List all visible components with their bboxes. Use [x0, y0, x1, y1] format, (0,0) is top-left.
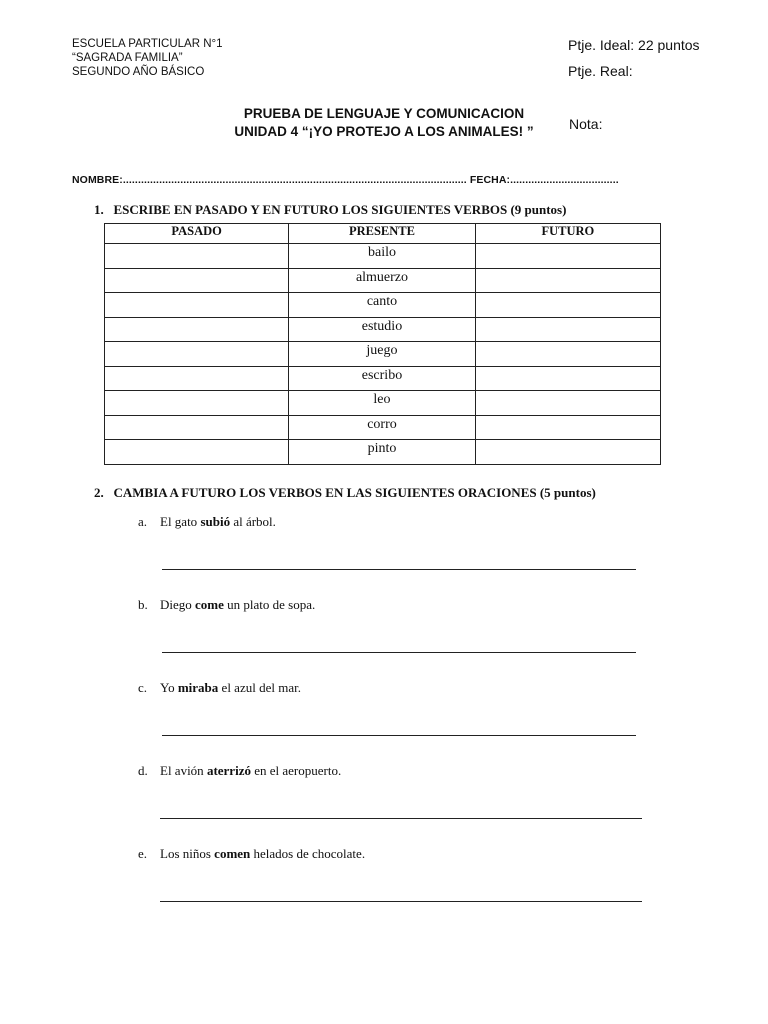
future-answer-cell[interactable] [475, 391, 660, 416]
sentence-text: Diego [160, 597, 196, 612]
sentence-text: Los niños [160, 846, 215, 861]
section-1-instruction: ESCRIBE EN PASADO Y EN FUTURO LOS SIGUIENTES VERBOS (9 puntos) [113, 202, 567, 217]
name-date-line: NOMBRE:.................................................................................................................. FECHA:.................................... [72, 174, 619, 186]
column-header-future: FUTURO [475, 224, 660, 244]
item-letter: e. [138, 846, 148, 861]
present-verb-cell: estudio [289, 317, 475, 342]
grade-label: Nota: [569, 116, 603, 132]
school-grade: SEGUNDO AÑO BÁSICO [72, 66, 205, 78]
sentence-text: Yo [160, 680, 178, 695]
table-row [105, 342, 661, 367]
item-letter: a. [138, 514, 148, 529]
sentence-text: helados de chocolate. [250, 846, 366, 861]
present-verb-cell: almuerzo [289, 268, 475, 293]
present-verb-cell: corro [289, 415, 475, 440]
section-2-heading [94, 485, 596, 501]
school-name: ESCUELA PARTICULAR N°1 [72, 38, 223, 50]
column-header-past: PASADO [105, 224, 289, 244]
present-verb-cell: escribo [289, 366, 475, 391]
future-answer-cell[interactable] [475, 342, 660, 367]
present-verb-cell: pinto [289, 440, 475, 465]
future-answer-cell[interactable] [475, 244, 660, 269]
verb-table-header-row [105, 224, 661, 244]
table-row [105, 415, 661, 440]
item-letter: d. [138, 763, 148, 778]
answer-line-a[interactable] [162, 569, 636, 570]
past-answer-cell[interactable] [105, 268, 289, 293]
future-answer-cell[interactable] [475, 415, 660, 440]
highlighted-verb: subió [200, 514, 231, 529]
ideal-score: Ptje. Ideal: 22 puntos [568, 37, 700, 53]
section-2-instruction: CAMBIA A FUTURO LOS VERBOS EN LAS SIGUIENTES ORACIONES (5 puntos) [113, 485, 596, 500]
sentence-e [138, 846, 365, 862]
table-row [105, 293, 661, 318]
present-verb-cell: juego [289, 342, 475, 367]
present-verb-cell: leo [289, 391, 475, 416]
present-verb-cell: bailo [289, 244, 475, 269]
past-answer-cell[interactable] [105, 244, 289, 269]
title-line-2: UNIDAD 4 “¡YO PROTEJO A LOS ANIMALES! ” [234, 124, 534, 139]
sentence-text: El avión [160, 763, 207, 778]
answer-line-e[interactable] [160, 901, 642, 902]
section-1-number: 1. [94, 202, 104, 217]
highlighted-verb: comen [214, 846, 251, 861]
past-answer-cell[interactable] [105, 415, 289, 440]
column-header-present: PRESENTE [289, 224, 475, 244]
past-answer-cell[interactable] [105, 440, 289, 465]
section-2-number: 2. [94, 485, 104, 500]
real-score-label: Ptje. Real: [568, 63, 633, 79]
future-answer-cell[interactable] [475, 440, 660, 465]
highlighted-verb: come [195, 597, 224, 612]
past-answer-cell[interactable] [105, 317, 289, 342]
past-answer-cell[interactable] [105, 391, 289, 416]
past-answer-cell[interactable] [105, 366, 289, 391]
sentence-text: El gato [160, 514, 201, 529]
highlighted-verb: aterrizó [206, 763, 251, 778]
highlighted-verb: miraba [177, 680, 219, 695]
item-letter: c. [138, 680, 148, 695]
answer-line-d[interactable] [160, 818, 642, 819]
sentence-d [138, 763, 341, 779]
table-row [105, 317, 661, 342]
present-verb-cell: canto [289, 293, 475, 318]
table-row [105, 366, 661, 391]
verb-table [104, 223, 661, 465]
answer-line-b[interactable] [162, 652, 636, 653]
sentence-text: al árbol. [230, 514, 276, 529]
item-letter: b. [138, 597, 148, 612]
sentence-a [138, 514, 276, 530]
table-row [105, 268, 661, 293]
sentence-text: un plato de sopa. [223, 597, 316, 612]
past-answer-cell[interactable] [105, 342, 289, 367]
sentence-c [138, 680, 301, 696]
table-row [105, 244, 661, 269]
section-1-heading [94, 202, 566, 218]
table-row [105, 391, 661, 416]
future-answer-cell[interactable] [475, 268, 660, 293]
future-answer-cell[interactable] [475, 317, 660, 342]
answer-line-c[interactable] [162, 735, 636, 736]
past-answer-cell[interactable] [105, 293, 289, 318]
future-answer-cell[interactable] [475, 366, 660, 391]
future-answer-cell[interactable] [475, 293, 660, 318]
sentence-b [138, 597, 315, 613]
sentence-text: el azul del mar. [218, 680, 301, 695]
table-row [105, 440, 661, 465]
sentence-text: en el aeropuerto. [250, 763, 342, 778]
school-motto: “SAGRADA FAMILIA” [72, 52, 183, 64]
title-line-1: PRUEBA DE LENGUAJE Y COMUNICACION [243, 106, 525, 121]
